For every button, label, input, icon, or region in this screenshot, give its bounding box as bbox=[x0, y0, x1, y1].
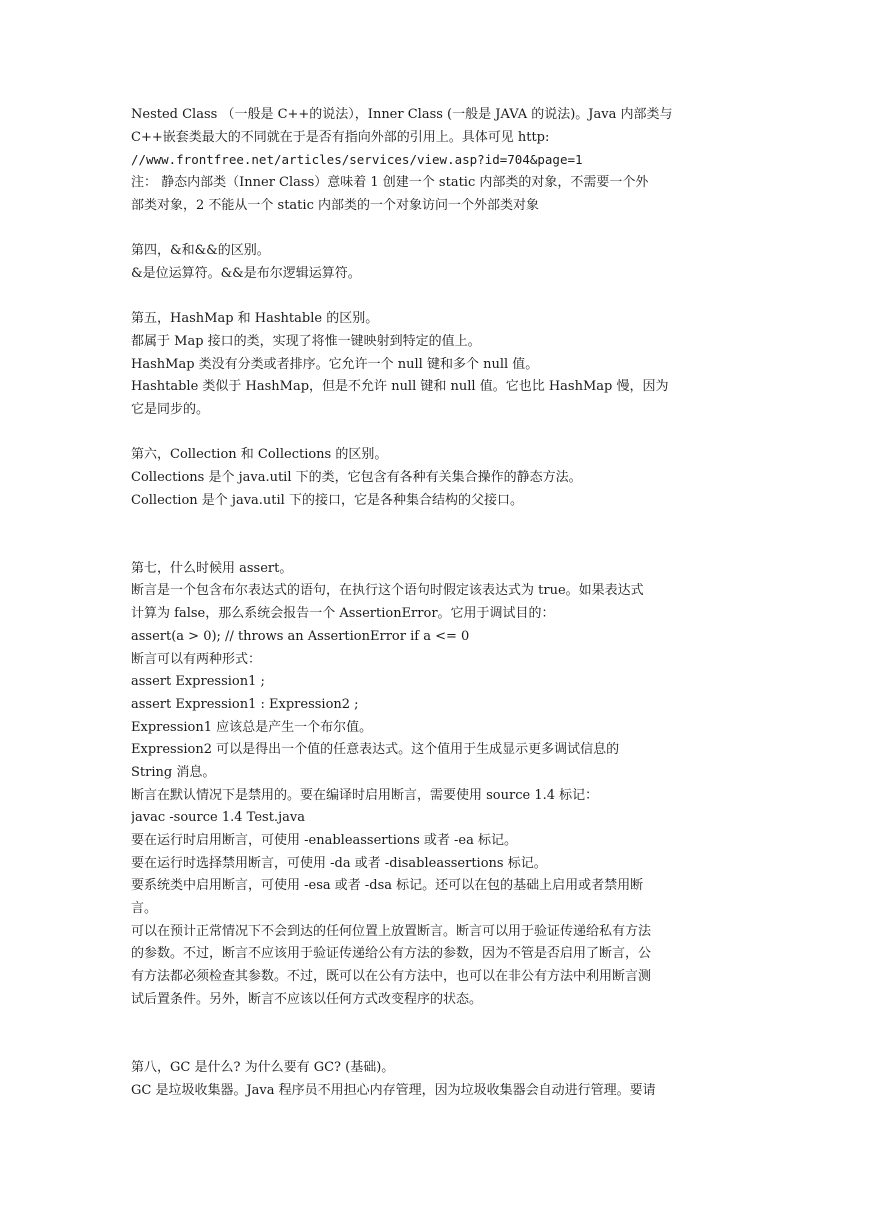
section-seven bbox=[131, 558, 741, 1012]
text-line: 要在运行时选择禁用断言，可使用 -da 或者 -disableassertions 标记。 bbox=[131, 855, 547, 871]
section-four bbox=[131, 240, 741, 285]
text-line: 可以在预计正常情况下不会到达的任何位置上放置断言。断言可以用于验证传递给私有方法 bbox=[131, 923, 652, 939]
text-line: 注： 静态内部类（Inner Class）意味着 1 创建一个 static 内部类的对象，不需要一个外 bbox=[131, 175, 649, 191]
text-line: 要在运行时启用断言，可使用 -enableassertions 或者 -ea 标记。 bbox=[131, 833, 518, 849]
section-heading: 第五，HashMap 和 Hashtable 的区别。 bbox=[131, 311, 379, 327]
paragraph-gap bbox=[131, 512, 741, 557]
code-line: assert Expression1 : Expression2 ; bbox=[131, 696, 359, 712]
text-line: 断言可以有两种形式： bbox=[131, 651, 262, 667]
text-line: C++嵌套类最大的不同就在于是否有指向外部的引用上。具体可见 http: bbox=[131, 129, 550, 145]
section-five bbox=[131, 308, 741, 421]
section-heading: 第六，Collection 和 Collections 的区别。 bbox=[131, 447, 388, 463]
text-line: 部类对象，2 不能从一个 static 内部类的一个对象访问一个外部类对象 bbox=[131, 197, 539, 213]
code-line: javac -source 1.4 Test.java bbox=[131, 810, 305, 826]
section-eight bbox=[131, 1057, 741, 1102]
text-line: &是位运算符。&&是布尔逻辑运算符。 bbox=[131, 265, 361, 281]
paragraph-gap bbox=[131, 422, 741, 445]
text-line: 要系统类中启用断言，可使用 -esa 或者 -dsa 标记。还可以在包的基础上启用或者禁用断 bbox=[131, 878, 644, 894]
section-heading: 第四，&和&&的区别。 bbox=[131, 243, 270, 259]
paragraph-gap bbox=[131, 1012, 741, 1057]
text-line: 断言是一个包含布尔表达式的语句，在执行这个语句时假定该表达式为 true。如果表达式 bbox=[131, 583, 644, 599]
section-six bbox=[131, 444, 741, 512]
text-line: 有方法都必须检查其参数。不过，既可以在公有方法中，也可以在非公有方法中利用断言测 bbox=[131, 969, 652, 985]
text-line: 它是同步的。 bbox=[131, 401, 210, 417]
text-line: Collections 是个 java.util 下的类，它包含有各种有关集合操作的静态方法。 bbox=[131, 470, 582, 485]
text-line: 试后置条件。另外，断言不应该以任何方式改变程序的状态。 bbox=[131, 991, 483, 1007]
code-line: assert(a > 0); // throws an AssertionError if a <= 0 bbox=[131, 628, 470, 644]
text-line: String 消息。 bbox=[131, 764, 216, 780]
text-line: 的参数。不过，断言不应该用于验证传递给公有方法的参数，因为不管是否启用了断言，公 bbox=[131, 946, 652, 962]
text-line: 计算为 false，那么系统会报告一个 AssertionError。它用于调试目的： bbox=[131, 606, 555, 622]
paragraph-gap bbox=[131, 217, 741, 240]
text-line: Expression1 应该总是产生一个布尔值。 bbox=[131, 719, 373, 735]
section-nested-class bbox=[131, 104, 741, 217]
section-heading: 第八，GC 是什么? 为什么要有 GC? (基础)。 bbox=[131, 1059, 395, 1075]
document-page bbox=[131, 104, 741, 1102]
text-line: 都属于 Map 接口的类，实现了将惟一键映射到特定的值上。 bbox=[131, 333, 481, 349]
text-line: Nested Class （一般是 C++的说法），Inner Class (一般是 JAVA 的说法)。Java 内部类与 bbox=[131, 107, 673, 122]
text-line: Hashtable 类似于 HashMap，但是不允许 null 键和 null 值。它也比 HashMap 慢，因为 bbox=[131, 379, 669, 395]
url-line: //www.frontfree.net/articles/services/view.asp?id=704&page=1 bbox=[131, 152, 583, 168]
text-line: GC 是垃圾收集器。Java 程序员不用担心内存管理，因为垃圾收集器会自动进行管理。要请 bbox=[131, 1082, 656, 1098]
code-line: assert Expression1 ; bbox=[131, 674, 265, 690]
text-line: HashMap 类没有分类或者排序。它允许一个 null 键和多个 null 值。 bbox=[131, 356, 539, 372]
section-heading: 第七，什么时候用 assert。 bbox=[131, 560, 293, 576]
text-line: Collection 是个 java.util 下的接口，它是各种集合结构的父接口。 bbox=[131, 492, 523, 508]
text-line: Expression2 可以是得出一个值的任意表达式。这个值用于生成显示更多调试信息的 bbox=[131, 742, 620, 758]
paragraph-gap bbox=[131, 286, 741, 309]
text-line: 言。 bbox=[131, 901, 158, 917]
text-line: 断言在默认情况下是禁用的。要在编译时启用断言，需要使用 source 1.4 标记： bbox=[131, 787, 599, 803]
